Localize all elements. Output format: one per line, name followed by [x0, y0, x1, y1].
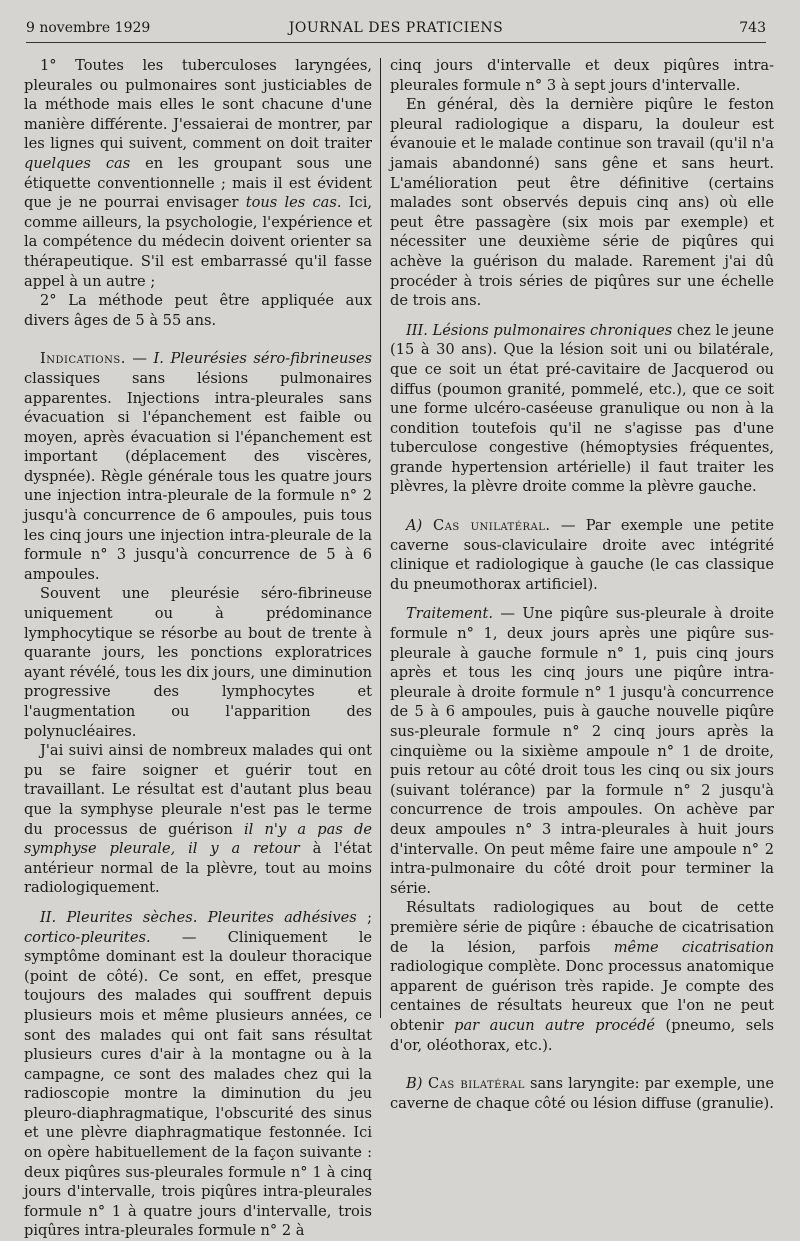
- page-number: 743: [739, 20, 766, 36]
- paragraph-pleurites: II. Pleurites sèches. Pleurites adhésives ; cortico-pleurites. — Cliniquement le symptôme dominant est la douleur thoracique (point de côté). Ce sont, en effet, presque toujours des malades qui souffrent depuis plusieurs mois et même plusieurs années, ce sont des malades qui ont fait sans résultat plusieurs cures d'air à la montagne ou à la campagne, ce sont des malades chez qui la radioscopie montre la diminution du jeu pleuro-diaphragmatique, l'obscurité des sinus et une plèvre diaphragmatique festonnée. Ici on opère habituellement de la façon suivante : deux piqûres sus-pleurales formule n° 1 à cinq jours d'intervalle, trois piqûres intra-pleurales formule n° 1 à quatre jours d'intervalle, trois piqûres intra-pleurales formule n° 2 à: [24, 908, 373, 1240]
- paragraph-bilateral: B) Cas bilatéral sans laryngite: par exemple, une caverne de chaque côté ou lésion diffuse (granulie).: [390, 1075, 774, 1112]
- paragraph-traitement: Traitement. — Une piqûre sus-pleurale à droite formule n° 1, deux jours après une piqûre sus-pleurale à gauche formule n° 1, puis cinq jours après et tous les cinq jours une piqûre intra-pleurale à droite formule n° 1 jusqu'à concurrence de 5 à 6 ampoules, puis à gauche nouvelle piqûre sus-pleurale formule n° 2 cinq jours après la cinquième ou la sixième ampoule n° 1 de droite, puis retour au côté droit tous les cinq ou six jours (suivant tolérance) par la formule n° 2 jusqu'à concurrence de trois ampoules. On achève par deux ampoules n° 3 intra-pleurales à huit jours d'intervalle. On peut même faire une ampoule n° 2 intra-pulmonaire du côté droit pour terminer la série.: [390, 605, 774, 897]
- left-column: [24, 56, 372, 1241]
- paragraph-ages: 2° La méthode peut être appliquée aux divers âges de 5 à 55 ans.: [24, 292, 372, 329]
- journal-title: JOURNAL DES PRATICIENS: [288, 20, 504, 36]
- paragraph-symphyse: J'ai suivi ainsi de nombreux malades qui ont pu se faire soigner et guérir tout en travaillant. Le résultat est d'autant plus beau que la symphyse pleurale n'est pas le terme du processus de guérison il n'y a pas de symphyse pleurale, il y a retour à l'état antérieur normal de la plèvre, tout au moins radiologiquement.: [24, 742, 372, 897]
- heading-unilateral: Cas unilatéral.: [422, 517, 551, 535]
- paragraph-unilateral: A) Cas unilatéral. — Par exemple une petite caverne sous-claviculaire droite avec intégrité clinique et radiologique à gauche (le cas classique du pneumothorax artificiel).: [390, 517, 774, 593]
- paragraph-resorption: Souvent une pleurésie séro-fibrineuse uniquement ou à prédominance lymphocytique se résorbe au bout de trente à quarante jours, les ponctions exploratrices ayant révélé, tous les dix jours, une diminution progressive des lymphocytes et l'augmentation ou l'apparition des polynucléaires.: [24, 585, 372, 740]
- section-label-indications: Indications.: [40, 350, 126, 368]
- right-column: [390, 56, 774, 1113]
- paragraph-indications: Indications. — I. Pleurésies séro-fibrineuses classiques sans lésions pulmonaires apparentes. Injections intra-pleurales sans évacuation si l'épanchement est faible ou moyen, après évacuation si l'épanchement est important (déplacement des viscères, dyspnée). Règle générale tous les quatre jours une injection intra-pleurale de la formule n° 2 jusqu'à concurrence de 6 ampoules, puis tous les cinq jours une injection intra-pleurale de la formule n° 3 jusqu'à concurrence de 5 à 6 ampoules.: [24, 350, 372, 583]
- running-header: [26, 18, 766, 43]
- header-date: 9 novembre 1929: [26, 20, 151, 36]
- heading-lesions: III. Lésions pulmonaires chroniques: [406, 321, 673, 339]
- paragraph-general: En général, dès la dernière piqûre le feston pleural radiologique a disparu, la douleur est évanouie et le malade continue son travail (qu'il n'a jamais abandonné) sans gêne et sans heurt. L'amélioration peut être définitive (certains malades sont observés depuis cinq ans) où elle peut être passagère (six mois par exemple) et nécessiter une deuxième série de piqûres qui achève la guérison du malade. Rarement j'ai dû procéder à trois séries de piqûres sur une échelle de trois ans.: [390, 96, 774, 310]
- heading-traitement: Traitement.: [406, 605, 493, 623]
- heading-bilateral: Cas bilatéral: [422, 1075, 525, 1093]
- heading-pleuresies: I. Pleurésies séro-fibrineuses: [153, 350, 372, 368]
- column-divider: [380, 58, 381, 1018]
- paragraph-continuation: cinq jours d'intervalle et deux piqûres intra-pleurales formule n° 3 à sept jours d'intervalle.: [390, 57, 774, 94]
- paragraph-lesions: III. Lésions pulmonaires chroniques chez le jeune (15 à 30 ans). Que la lésion soit uni ou bilatérale, que ce soit un état pré-cavitaire de Jacquerod ou diffus (poumon granité, pommelé, etc.), que ce soit une forme ulcéro-caséeuse granulique ou non à la condition toutefois qu'il ne s'agisse pas d'une tuberculose congestive (hémoptysies fréquentes, grande hypertension artérielle) il faut traiter les plèvres, la plèvre droite comme la plèvre gauche.: [390, 321, 774, 496]
- paragraph-resultats: Résultats radiologiques au bout de cette première série de piqûre : ébauche de cicatrisation de la lésion, parfois même cicatrisation radiologique complète. Donc processus anatomique apparent de guérison très rapide. Je compte des centaines de résultats heureux que l'on ne peut obtenir par aucun autre procédé (pneumo, sels d'or, oléothorax, etc.).: [390, 899, 775, 1054]
- paragraph-cases: 1° Toutes les tuberculoses laryngées, pleurales ou pulmonaires sont justiciables de la méthode mais elles le sont chacune d'une manière différente. J'essaierai de montrer, par les lignes qui suivent, comment on doit traiter quelques cas en les groupant sous une étiquette conventionnelle ; mais il est évident que je ne pourrai envisager tous les cas. Ici, comme ailleurs, la psychologie, l'expérience et la compétence du médecin doivent orienter sa thérapeutique. S'il est embarrassé qu'il fasse appel à un autre ;: [24, 57, 372, 290]
- heading-pleurites: II. Pleurites sèches. Pleurites adhésives: [40, 908, 357, 926]
